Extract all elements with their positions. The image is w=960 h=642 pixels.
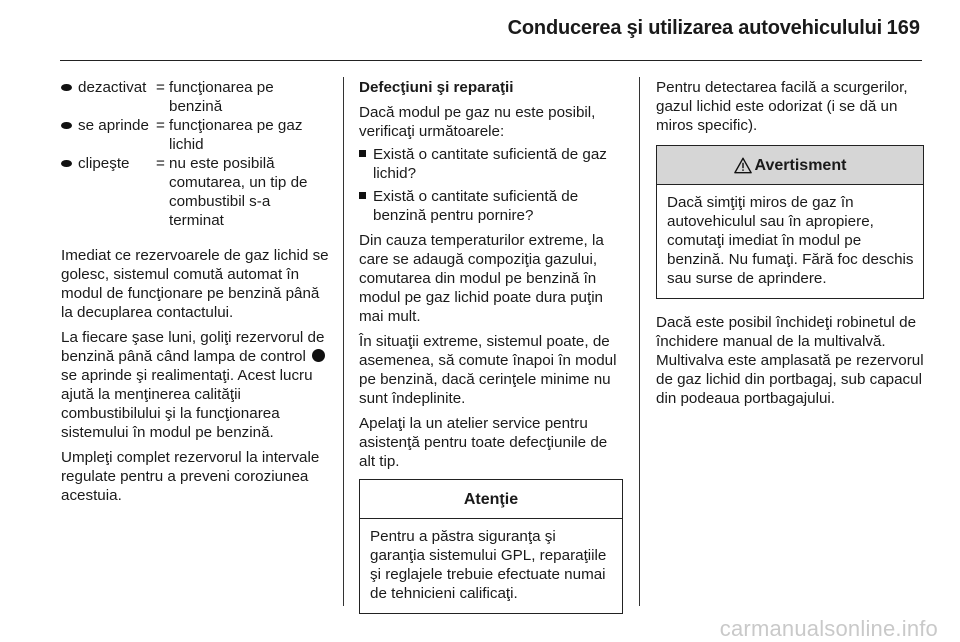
definition-row-on — [61, 116, 329, 154]
definition-equals: = — [156, 117, 165, 134]
lamp-indicator-icon — [61, 160, 72, 167]
column-3 — [656, 78, 924, 414]
warning-title: Avertisment — [754, 156, 847, 174]
page-number: 169 — [886, 17, 920, 39]
caution-box — [359, 479, 623, 614]
column-1 — [61, 78, 329, 511]
paragraph-auto-switch: Imediat ce rezervoarele de gaz lichid se golesc, sistemul comută automat în modul de funcţionare pe benzină până la decuplarea contactului. — [61, 247, 329, 321]
definition-term: dezactivat — [78, 79, 147, 96]
bullet-square-icon — [359, 192, 366, 199]
header-rule — [60, 60, 922, 61]
lamp-indicator-icon — [61, 122, 72, 129]
warning-text: Dacă simţiţi miros de gaz în autovehiculul sau în apropiere, comutaţi imediat în modul pe benzină. Nu fumaţi. Fără foc deschis sau surse de aprindere. — [667, 194, 914, 287]
definition-description: nu este posibilă comutarea, un tip de combustibil s-a terminat — [169, 155, 308, 229]
watermark: carmanualsonline.info — [719, 616, 938, 641]
definition-description: funcţionarea pe benzină — [169, 79, 274, 115]
paragraph-six-months: La fiecare şase luni, goliţi rezervorul de benzină până când lampa de control se aprinde şi realimentaţi. Acest lucru ajută la menţinerea calităţii combustibilului şi la funcţionarea sistemului în modul pe benzină. — [61, 329, 325, 441]
paragraph-fill-tank: Umpleţi complet rezervorul la intervale regulate pentru a preveni coroziunea acestuia. — [61, 449, 320, 504]
caution-text: Pentru a păstra siguranţa şi garanţia sistemului GPL, reparaţiile şi reglajele trebuie efectuate numai de tehnicieni calificaţi. — [370, 528, 607, 602]
definition-term: se aprinde — [78, 117, 149, 134]
paragraph-multivalve: Dacă este posibil închideţi robinetul de închidere manual de la multivalvă. Multivalva este amplasată pe rezervorul de gaz lichid din portbagaj, sub capacul din podeaua portbagajului. — [656, 314, 924, 407]
lamp-status-definitions — [61, 78, 329, 230]
definition-row-flashing — [61, 154, 329, 230]
definition-equals: = — [156, 155, 165, 172]
paragraph-service-workshop: Apelaţi la un atelier service pentru asistenţă pentru toate defecţiunile de alt tip. — [359, 415, 608, 470]
warning-box — [656, 145, 924, 299]
definition-equals: = — [156, 79, 165, 96]
section-title: Defecţiuni şi reparaţii — [359, 79, 514, 96]
caution-title: Atenţie — [360, 480, 622, 519]
paragraph-extreme-temperatures: Din cauza temperaturilor extreme, la care se adaugă compoziţia gazului, comutarea din modul pe benzină în modul pe gaz lichid poate dura puţin mai mult. — [359, 232, 604, 325]
paragraph-extreme-situations: În situaţii extreme, sistemul poate, de asemenea, să comute înapoi în modul pe benzină, dacă cerinţele minime nu sunt îndeplinite. — [359, 333, 617, 407]
definition-term: clipeşte — [78, 155, 130, 172]
column-divider-2 — [639, 77, 640, 606]
warning-triangle-icon — [734, 157, 752, 174]
control-lamp-icon — [312, 349, 325, 362]
check-list — [359, 145, 623, 225]
column-divider-1 — [343, 77, 344, 606]
definition-description: funcţionarea pe gaz lichid — [169, 117, 303, 153]
lamp-indicator-icon — [61, 84, 72, 91]
warning-header — [657, 146, 923, 185]
paragraph-odorized-gas: Pentru detectarea facilă a scurgerilor, gazul lichid este odorizat (i se dă un miros specific). — [656, 79, 908, 134]
list-item: Există o cantitate suficientă de benzină pentru pornire? — [359, 187, 623, 225]
definition-row-off — [61, 78, 329, 116]
bullet-square-icon — [359, 150, 366, 157]
section-intro: Dacă modul pe gaz nu este posibil, verificaţi următoarele: — [359, 104, 596, 140]
header-title: Conducerea şi utilizarea autovehiculului — [507, 17, 882, 39]
list-item: Există o cantitate suficientă de gaz lichid? — [359, 145, 623, 183]
column-2 — [359, 78, 623, 614]
